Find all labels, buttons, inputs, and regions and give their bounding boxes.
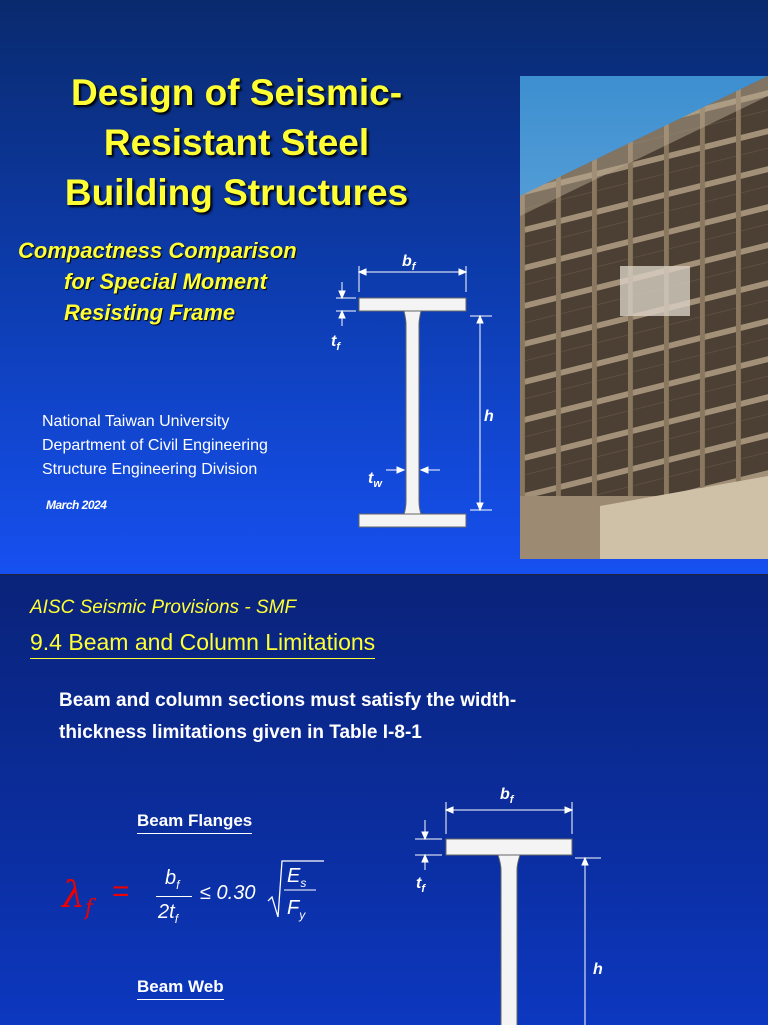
fraction-numerator: $b_f$ [165,867,180,892]
slide-title [14,68,459,218]
bf-label-2: $b_f$ [500,786,514,807]
institution-line: National Taiwan University [42,413,230,430]
institution-line: Department of Civil Engineering [42,437,268,454]
steel-frame-photo [520,76,768,559]
equals-sign: = [112,875,130,908]
beam-web-label: Beam Web [137,977,224,1000]
title-line: Building Structures [64,172,409,213]
section-heading: 9.4 Beam and Column Limitations [30,629,375,659]
tf-label-2: $t_f$ [416,875,425,896]
yield-Fy: $F_y$ [287,897,306,922]
body-line: Beam and column sections must satisfy the width- [59,690,517,711]
slide-subtitle [18,235,297,328]
tf-label: $t_f$ [331,333,340,354]
institution [42,410,268,482]
lambda-symbol: $\lambda_f$ [62,875,93,922]
leq-constant: ≤ 0.30 [200,882,256,904]
tw-label: $t_w$ [368,470,382,491]
subtitle-line: for Special Moment [64,269,267,294]
bf-label: $b_f$ [402,253,416,274]
section-label: AISC Seismic Provisions - SMF [30,597,297,618]
h-label: h [484,408,494,425]
subtitle-line: Compactness Comparison [18,238,297,263]
title-line: Resistant Steel [103,122,370,163]
body-line: thickness limitations given in Table I-8-1 [59,722,422,743]
title-line: Design of Seismic- [70,72,403,113]
subtitle-line: Resisting Frame [64,300,236,325]
i-beam-diagram-2 [405,790,625,1025]
institution-line: Structure Engineering Division [42,461,258,478]
date: March 2024 [46,498,107,512]
beam-flanges-label: Beam Flanges [137,811,252,834]
slide-2 [0,574,768,1025]
fraction-bar [156,896,192,897]
modulus-Es: $E_s$ [287,865,307,890]
i-beam-diagram [320,258,520,538]
h-label-2: h [593,961,603,978]
body-text [59,685,619,749]
fraction-denominator: $2t_f$ [158,901,179,926]
